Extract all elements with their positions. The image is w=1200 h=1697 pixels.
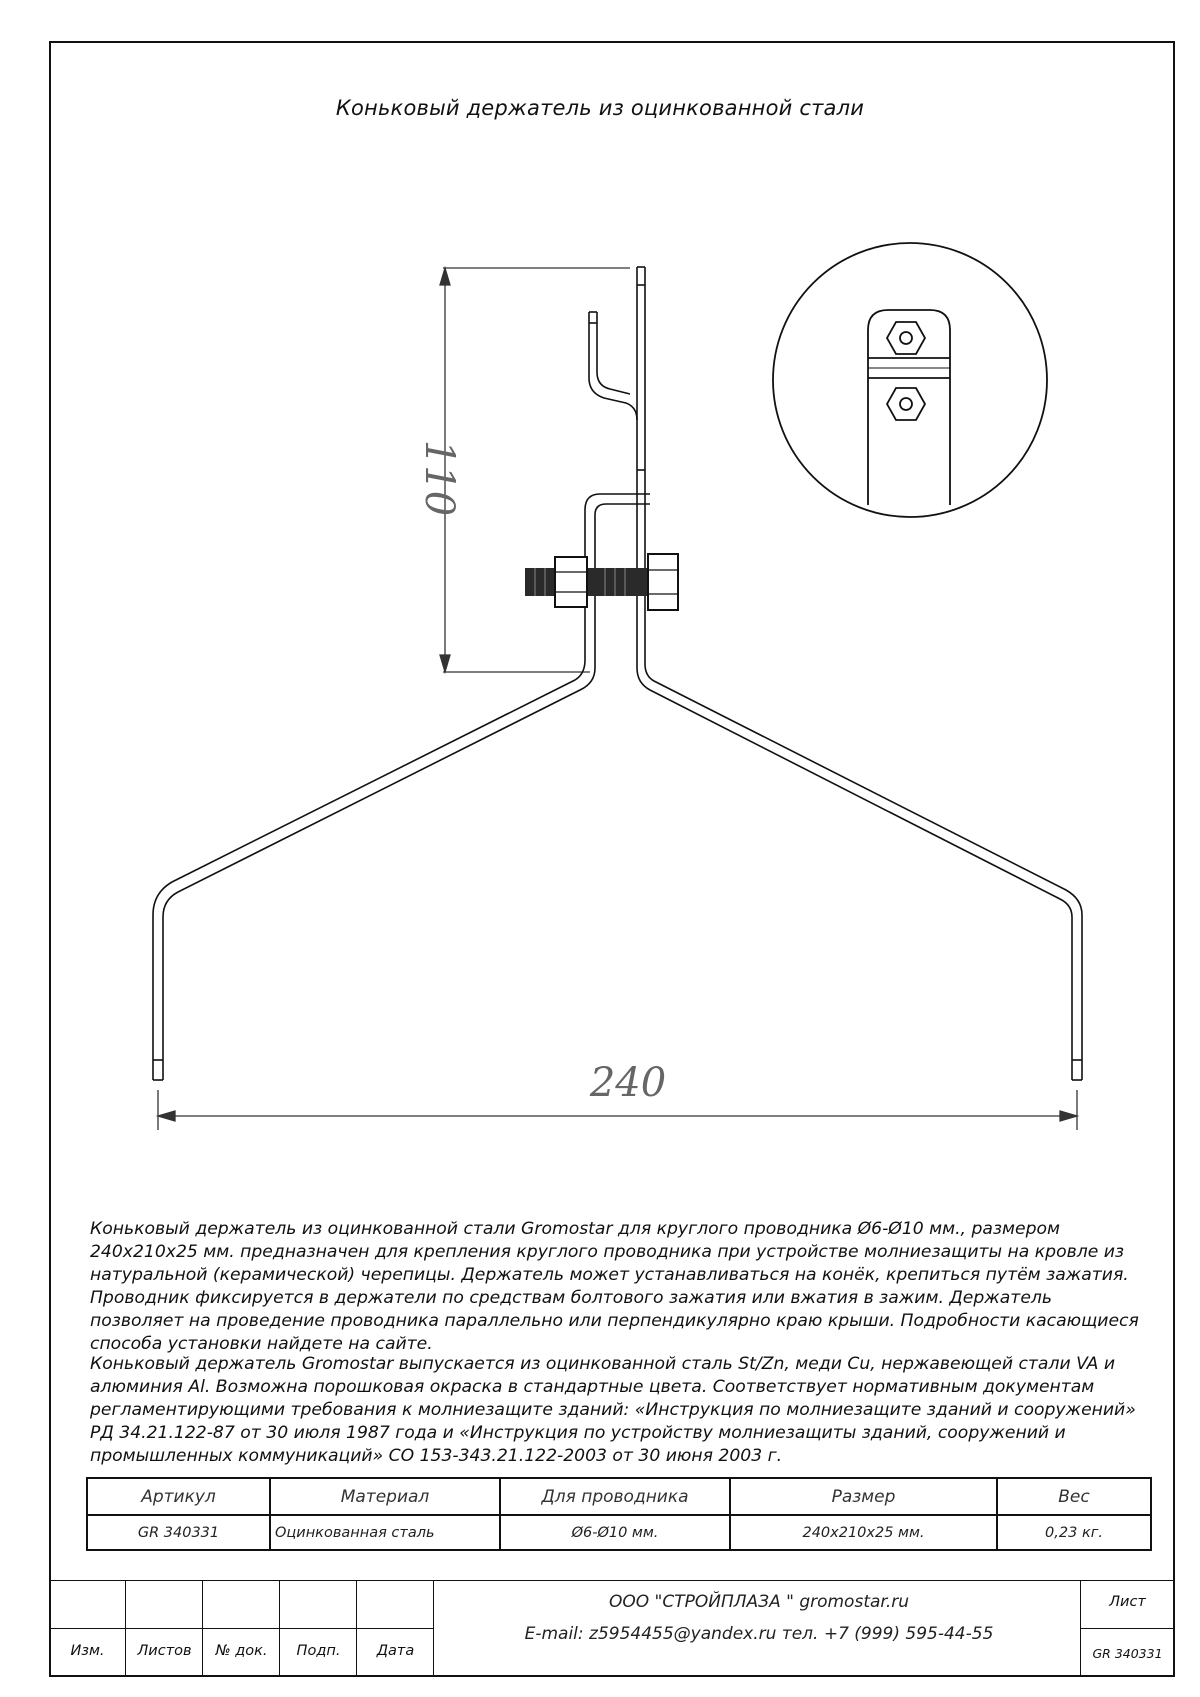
spec-table-header xyxy=(87,1478,1151,1515)
stamp-col-change: Изм. xyxy=(70,1643,105,1659)
company-contacts: E-mail: z5954455@yandex.ru тел. +7 (999) 595-44-55 xyxy=(524,1624,994,1644)
spec-weight: 0,23 кг. xyxy=(997,1515,1151,1550)
drawing-title: Коньковый держатель из оцинкованной стали xyxy=(335,96,865,120)
spec-header-material: Материал xyxy=(270,1478,500,1515)
spec-table xyxy=(86,1477,1152,1551)
detail-view xyxy=(773,243,1047,517)
spec-header-article: Артикул xyxy=(87,1478,270,1515)
sheet-label: Лист xyxy=(1109,1594,1146,1610)
stamp-col-sheets: Листов xyxy=(137,1643,192,1659)
spec-header-size: Размер xyxy=(730,1478,997,1515)
spec-conductor: Ø6-Ø10 мм. xyxy=(500,1515,730,1550)
dimension-110 xyxy=(440,268,630,672)
table-row xyxy=(87,1515,1151,1550)
dimension-240-label: 240 xyxy=(589,1060,667,1106)
sheet-code: GR 340331 xyxy=(1092,1646,1163,1661)
spec-material: Оцинкованная сталь xyxy=(270,1515,500,1550)
stamp-col-date: Дата xyxy=(376,1643,415,1659)
spec-header-weight: Вес xyxy=(997,1478,1151,1515)
ridge-holder-rod xyxy=(153,267,1082,1080)
clamp-bolt xyxy=(525,554,678,610)
stamp-col-signature: Подп. xyxy=(296,1643,341,1659)
dimension-110-label: 110 xyxy=(416,439,462,517)
company-name: ООО "СТРОЙПЛАЗА " gromostar.ru xyxy=(609,1592,909,1612)
description-paragraph-1: Коньковый держатель из оцинкованной стали Gromostar для круглого проводника Ø6-Ø10 мм., размером 240x210x25 мм. предназначен для крепления круглого проводника при устройстве молниезащиты на кровле из натуральной (керамической) черепицы. Держатель может устанавливаться на конёк, крепиться путём зажатия. Проводник фиксируется в держатели по средствам болтового зажатия или вжатия в зажим. Держатель позволяет на проведение проводника параллельно или перпендикулярно краю крыши. Подробности касающиеся способа установки найдете на сайте. xyxy=(90,1219,1139,1354)
title-block xyxy=(49,1580,1175,1677)
spec-size: 240x210x25 мм. xyxy=(730,1515,997,1550)
spec-header-conductor: Для проводника xyxy=(500,1478,730,1515)
stamp-col-doc-no: № док. xyxy=(215,1643,268,1659)
description-paragraph-2: Коньковый держатель Gromostar выпускается из оцинкованной сталь St/Zn, меди Cu, нержавеющей стали VA и алюминия Al. Возможна порошковая окраска в стандартные цвета. Соответствует нормативным документам регламентирующими требования к молниезащите зданий: «Инструкция по молниезащите зданий и сооружений» РД 34.21.122-87 от 30 июля 1987 года и «Инструкция по устройству молниезащиты зданий, сооружений и промышленных коммуникаций» СО 153-343.21.122-2003 от 30 июня 2003 г. xyxy=(90,1354,1136,1466)
spec-article: GR 340331 xyxy=(87,1515,270,1550)
